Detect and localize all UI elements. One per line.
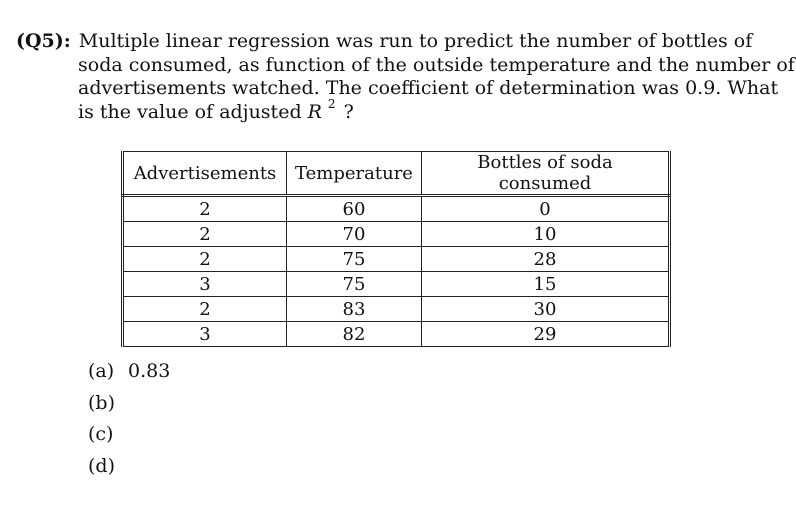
table-cell: 83 [287,297,422,322]
option-label: (a) [88,360,115,382]
option-label: (d) [88,454,115,477]
question-block [16,30,795,124]
data-table [121,151,671,347]
table-row [123,272,670,297]
table-header-row [123,152,670,196]
header-advertisements: Advertisements [123,152,287,196]
option-d[interactable] [88,451,170,483]
r-variable: R [307,100,322,123]
question-text-line-3: advertisements watched. The coefficient of determination was 0.9. What [78,77,779,99]
table-row [123,297,670,322]
table-cell: 15 [422,272,670,297]
option-c[interactable] [88,419,170,451]
table-row [123,247,670,272]
table-cell: 28 [422,247,670,272]
question-line-4 [16,97,736,125]
r-exponent: 2 [327,97,336,112]
option-b[interactable] [88,388,170,420]
table-cell: 10 [422,222,670,247]
option-label: (c) [88,423,114,445]
question-text-line-4: is the value of adjusted [78,100,302,123]
table-cell: 82 [287,322,422,347]
option-label: (b) [88,391,115,414]
question-text-line-1: Multiple linear regression was run to predict the number of bottles of [78,30,753,52]
table-cell: 75 [287,247,422,272]
option-text: 0.83 [128,360,171,382]
table-cell: 70 [287,222,422,247]
table-row [123,196,670,222]
table-cell: 60 [287,196,422,222]
header-bottles: Bottles of soda consumed [422,152,670,196]
table-cell: 75 [287,272,422,297]
answer-options [88,356,170,482]
table-cell: 2 [123,196,287,222]
header-temperature: Temperature [287,152,422,196]
data-table-container [121,151,671,347]
option-a[interactable] [88,356,170,388]
table-cell: 30 [422,297,670,322]
table-row [123,322,670,347]
table-cell: 0 [422,196,670,222]
adjusted-r-squared [307,97,336,125]
question-line-2 [16,53,795,78]
table-cell: 29 [422,322,670,347]
question-text-line-2: soda consumed, as function of the outside temperature and the number of [78,53,795,76]
question-line-1 [16,30,753,54]
question-line-3 [16,77,779,101]
table-cell: 2 [123,247,287,272]
question-number: (Q5): [16,30,71,52]
table-cell: 3 [123,322,287,347]
table-cell: 2 [123,222,287,247]
table-cell: 3 [123,272,287,297]
table-row [123,222,670,247]
question-mark: ? [343,100,354,123]
table-cell: 2 [123,297,287,322]
